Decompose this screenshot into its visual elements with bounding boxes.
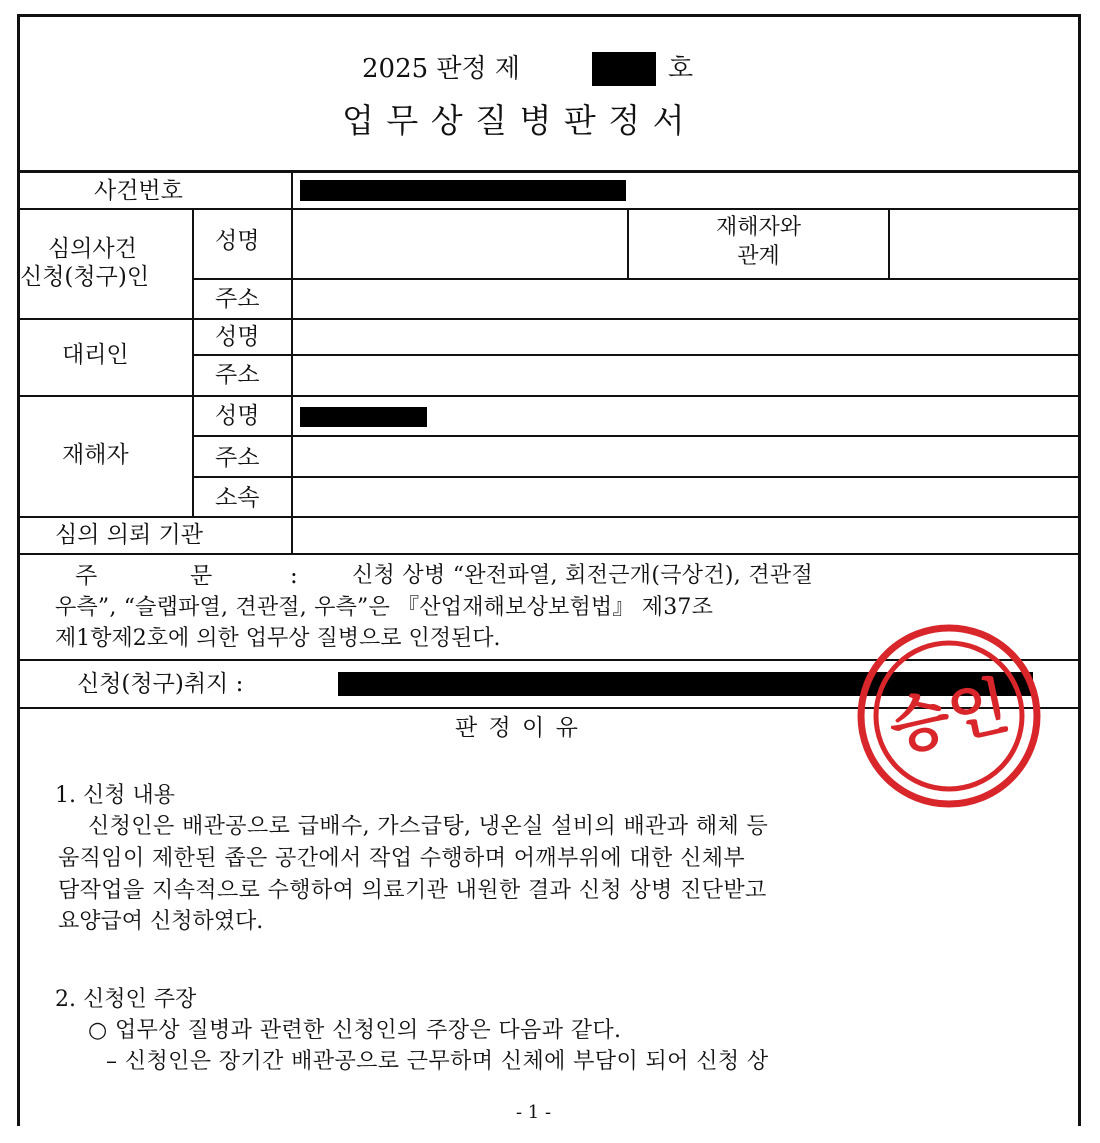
row-line <box>192 278 1081 280</box>
agent-label: 대리인 <box>62 342 129 368</box>
row-line <box>17 318 1081 320</box>
col-line <box>192 208 194 516</box>
col-line <box>888 208 890 279</box>
stamp-text: 승인 <box>882 668 1016 765</box>
frame-top <box>17 14 1081 17</box>
row-line <box>192 476 1081 478</box>
row-line <box>192 354 1081 356</box>
purpose-label: 신청(청구)취지 : <box>77 671 244 697</box>
order-label-1: 주 <box>75 563 98 589</box>
row-line <box>192 435 1081 437</box>
row-line <box>17 208 1081 210</box>
section2-line1: ○ 업무상 질병과 관련한 신청인의 주장은 다음과 같다. <box>88 1018 622 1043</box>
relation-label-line1: 재해자와 <box>715 215 801 240</box>
victim-address-label: 주소 <box>215 445 260 471</box>
frame-left <box>17 14 20 1126</box>
col-line <box>291 170 293 554</box>
section1-line3: 담작업을 지속적으로 수행하여 의료기관 내원한 결과 신청 상병 진단받고 <box>58 878 767 903</box>
case-number-label: 사건번호 <box>94 178 183 204</box>
order-colon: : <box>290 563 298 589</box>
applicant-address-label: 주소 <box>215 286 260 312</box>
page-number: - 1 - <box>516 1102 552 1123</box>
section1-line2: 움직임이 제한된 좁은 공간에서 작업 수행하며 어깨부위에 대한 신체부 <box>58 846 746 871</box>
victim-affiliation-label: 소속 <box>215 485 260 511</box>
relation-label-line2: 관계 <box>737 244 780 269</box>
frame-right <box>1078 14 1081 1126</box>
order-line2: 우측”, “슬랩파열, 견관절, 우측”은 『산업재해보상보험법』 제37조 <box>55 595 714 620</box>
applicant-name-label: 성명 <box>215 228 260 254</box>
row-line <box>17 395 1081 397</box>
redacted-case-number <box>300 180 626 201</box>
applicant-label-line1: 심의사건 <box>48 236 137 262</box>
agent-name-label: 성명 <box>215 324 260 350</box>
section1-line4: 요양급여 신청하였다. <box>58 909 264 934</box>
section1-line1: 신청인은 배관공으로 급배수, 가스급탕, 냉온실 설비의 배관과 해체 등 <box>88 814 769 839</box>
order-line1: 신청 상병 “완전파열, 회전근개(극상건), 견관절 <box>352 563 814 588</box>
victim-name-label: 성명 <box>215 403 260 429</box>
agent-address-label: 주소 <box>215 362 260 388</box>
table-top-line <box>17 170 1081 173</box>
redacted-victim-name <box>300 407 427 427</box>
order-line3: 제1항제2호에 의한 업무상 질병으로 인정된다. <box>55 626 501 651</box>
doc-number-prefix: 2025 판정 제 <box>362 54 521 84</box>
doc-number-suffix: 호 <box>668 54 694 84</box>
reason-heading: 판 정 이 유 <box>455 715 580 741</box>
order-label-2: 문 <box>190 563 213 589</box>
row-line <box>17 553 1081 555</box>
approval-stamp <box>855 622 1043 810</box>
institution-label: 심의 의뢰 기관 <box>55 522 203 548</box>
document-title: 업 무 상 질 병 판 정 서 <box>342 101 686 140</box>
section2-line2: – 신청인은 장기간 배관공으로 근무하며 신체에 부담이 되어 신청 상 <box>106 1049 769 1074</box>
applicant-label-line2: 신청(청구)인 <box>20 264 150 290</box>
section2-title: 2. 신청인 주장 <box>55 987 197 1012</box>
victim-label: 재해자 <box>62 442 129 468</box>
row-line <box>17 516 1081 518</box>
section1-title: 1. 신청 내용 <box>55 783 175 808</box>
redacted-doc-number <box>592 52 656 86</box>
